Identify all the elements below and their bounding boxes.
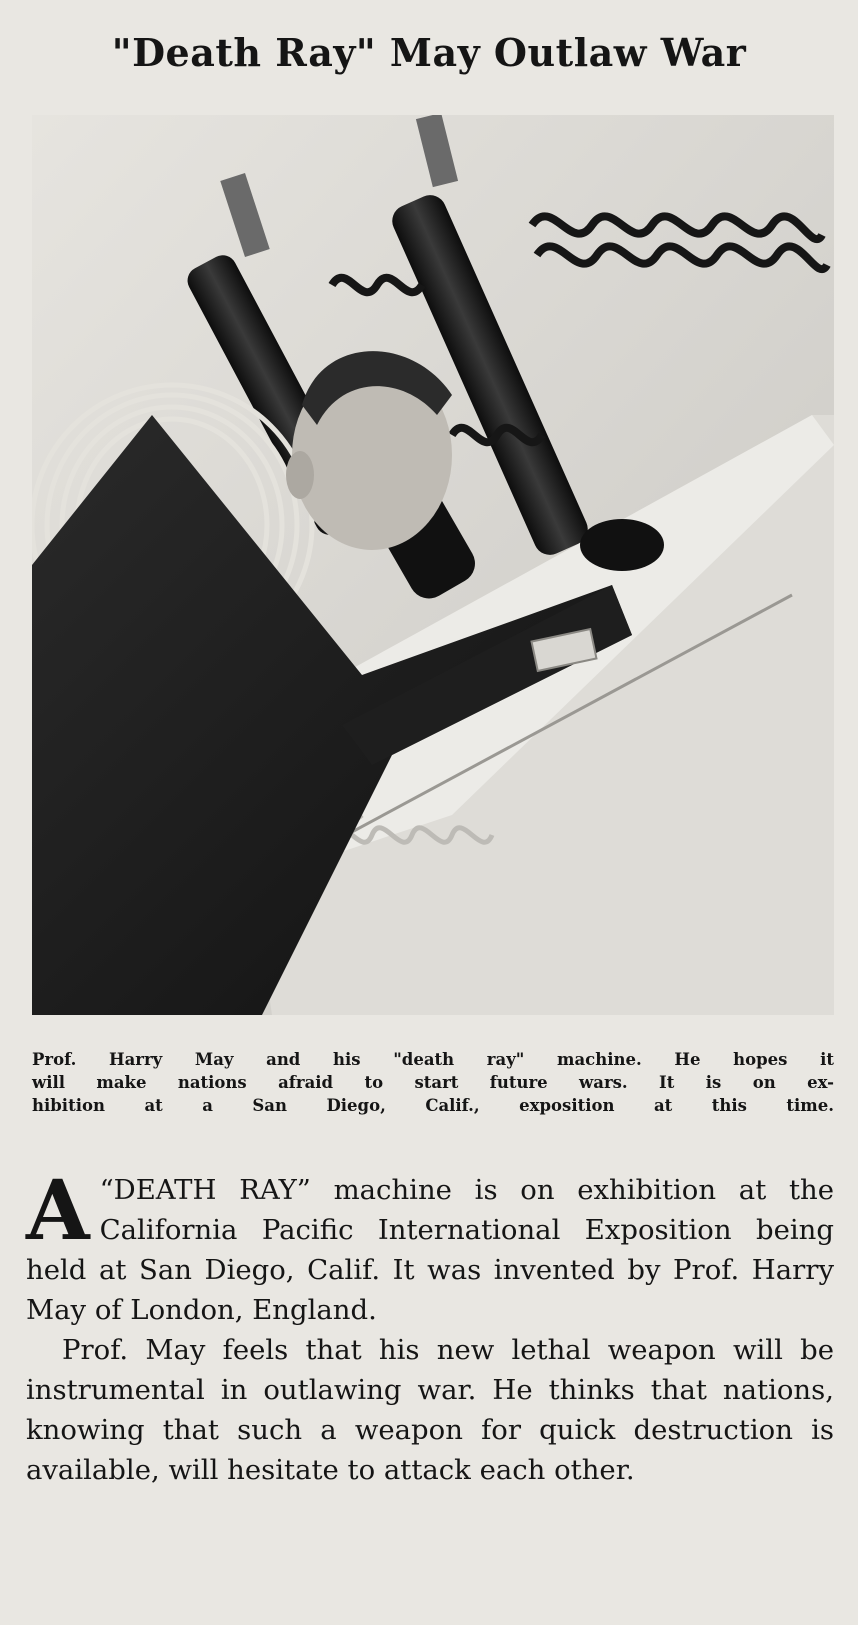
headline: "Death Ray" May Outlaw War: [111, 30, 747, 75]
caption-line: hibition at a San Diego, Calif., exposition at this time.: [32, 1096, 834, 1115]
article-body: [26, 1163, 834, 1490]
drop-cap: A: [26, 1163, 90, 1259]
caption-line: will make nations afraid to start future wars. It is on ex-: [32, 1073, 834, 1092]
photo-illustration: [32, 115, 834, 1015]
death-ray-machine-photo: [32, 115, 834, 1015]
caption-line: Prof. Harry May and his "death ray" machine. He hopes it: [32, 1050, 834, 1069]
article-paragraph: Prof. May feels that his new lethal weapon will be instrumental in outlawing war. He thinks that nations, knowing that such a weapon for quick destruction is available, will hesitate to attack each other.: [26, 1334, 834, 1486]
paragraph-text: “DEATH RAY” machine is on exhibition at the California Pacific International Exposition being held at San Diego, Calif. It was invented by Prof. Harry May of London, England.: [26, 1174, 834, 1326]
article-paragraph: [26, 1163, 834, 1330]
photo-caption: [32, 1048, 834, 1117]
